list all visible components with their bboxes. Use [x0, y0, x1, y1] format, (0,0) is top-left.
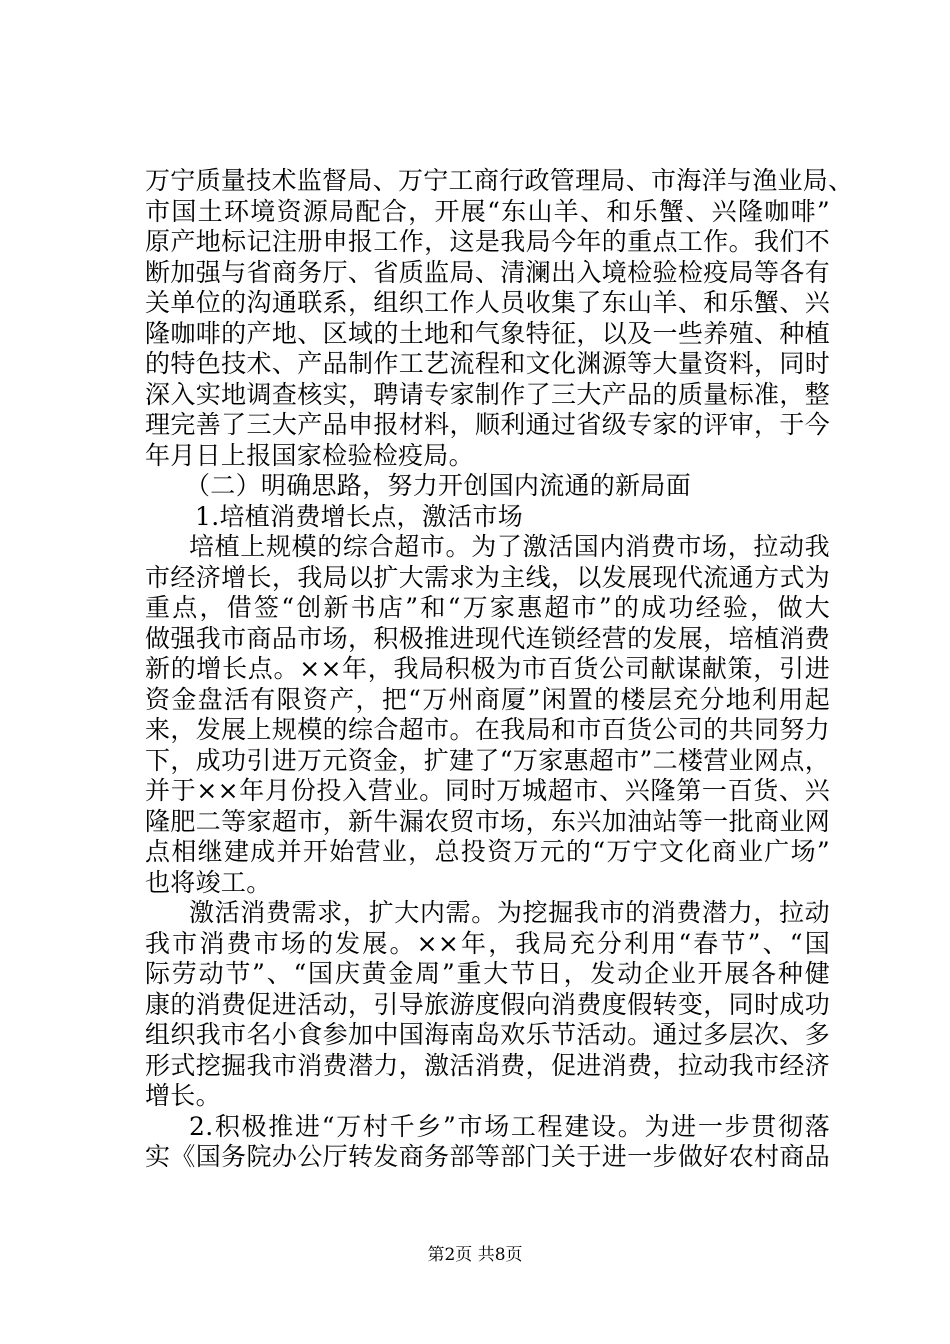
text-line: 深入实地调查核实，聘请专家制作了三大产品的质量标准，整 [145, 379, 830, 409]
text-line: 形式挖掘我市消费潜力，激活消费，促进消费，拉动我市经济 [145, 1050, 830, 1080]
text-line: 并于××年月份投入营业。同时万城超市、兴隆第一百货、兴 [145, 776, 830, 805]
text-line: 万宁质量技术监督局、万宁工商行政管理局、市海洋与渔业局、 [145, 166, 854, 195]
text-line: 的特色技术、产品制作工艺流程和文化渊源等大量资料，同时 [145, 349, 830, 378]
text-line: 理完善了三大产品申报材料，顺利通过省级专家的评审，于今 [145, 410, 830, 439]
text-line: 培植上规模的综合超市。为了激活国内消费市场，拉动我 [189, 532, 830, 561]
section-heading: （二）明确思路，努力开创国内流通的新局面 [185, 471, 692, 500]
text-line: 2.积极推进“万村千乡”市场工程建设。为进一步贯彻落 [189, 1111, 830, 1141]
text-line: 实《国务院办公厅转发商务部等部门关于进一步做好农村商品 [145, 1142, 830, 1171]
text-line: 增长。 [145, 1081, 221, 1110]
text-line: 下，成功引进万元资金，扩建了“万家惠超市”二楼营业网点， [145, 745, 830, 775]
text-line: 际劳动节”、“国庆黄金周”重大节日，发动企业开展各种健 [145, 959, 830, 988]
text-line: 激活消费需求，扩大内需。为挖掘我市的消费潜力，拉动 [189, 898, 830, 927]
text-line: 点相继建成并开始营业，总投资万元的“万宁文化商业广场” [145, 837, 830, 866]
text-line: 隆咖啡的产地、区域的土地和气象特征，以及一些养殖、种植 [145, 318, 830, 348]
text-line: 康的消费促进活动，引导旅游度假向消费度假转变，同时成功 [145, 989, 830, 1019]
page-number-footer: 第2页 共8页 [427, 1245, 523, 1265]
document-body [145, 166, 854, 1173]
text-line: 资金盘活有限资产，把“万州商厦”闲置的楼层充分地利用起 [145, 684, 830, 714]
text-line: 新的增长点。××年，我局积极为市百货公司献谋献策，引进 [145, 654, 830, 683]
text-line: 市国土环境资源局配合，开展“东山羊、和乐蟹、兴隆咖啡” [145, 196, 830, 226]
text-line: 做强我市商品市场，积极推进现代连锁经营的发展，培植消费 [145, 623, 830, 653]
text-line: 隆肥二等家超市，新牛漏农贸市场，东兴加油站等一批商业网 [145, 806, 830, 836]
subsection-heading: 1.培植消费增长点，激活市场 [195, 501, 524, 531]
text-line: 也将竣工。 [145, 867, 272, 897]
text-line: 原产地标记注册申报工作，这是我局今年的重点工作。我们不 [145, 227, 830, 256]
text-line: 来，发展上规模的综合超市。在我局和市百货公司的共同努力 [145, 715, 830, 744]
text-line: 年月日上报国家检验检疫局。 [145, 440, 474, 470]
text-line: 我市消费市场的发展。××年，我局充分利用“春节”、“国 [145, 928, 830, 958]
text-line: 市经济增长，我局以扩大需求为主线，以发展现代流通方式为 [145, 562, 830, 592]
text-line: 重点，借签“创新书店”和“万家惠超市”的成功经验，做大 [145, 593, 830, 622]
text-line: 组织我市名小食参加中国海南岛欢乐节活动。通过多层次、多 [145, 1020, 830, 1049]
text-line: 关单位的沟通联系，组织工作人员收集了东山羊、和乐蟹、兴 [145, 288, 830, 317]
text-line: 断加强与省商务厅、省质监局、清澜出入境检验检疫局等各有 [145, 257, 830, 287]
